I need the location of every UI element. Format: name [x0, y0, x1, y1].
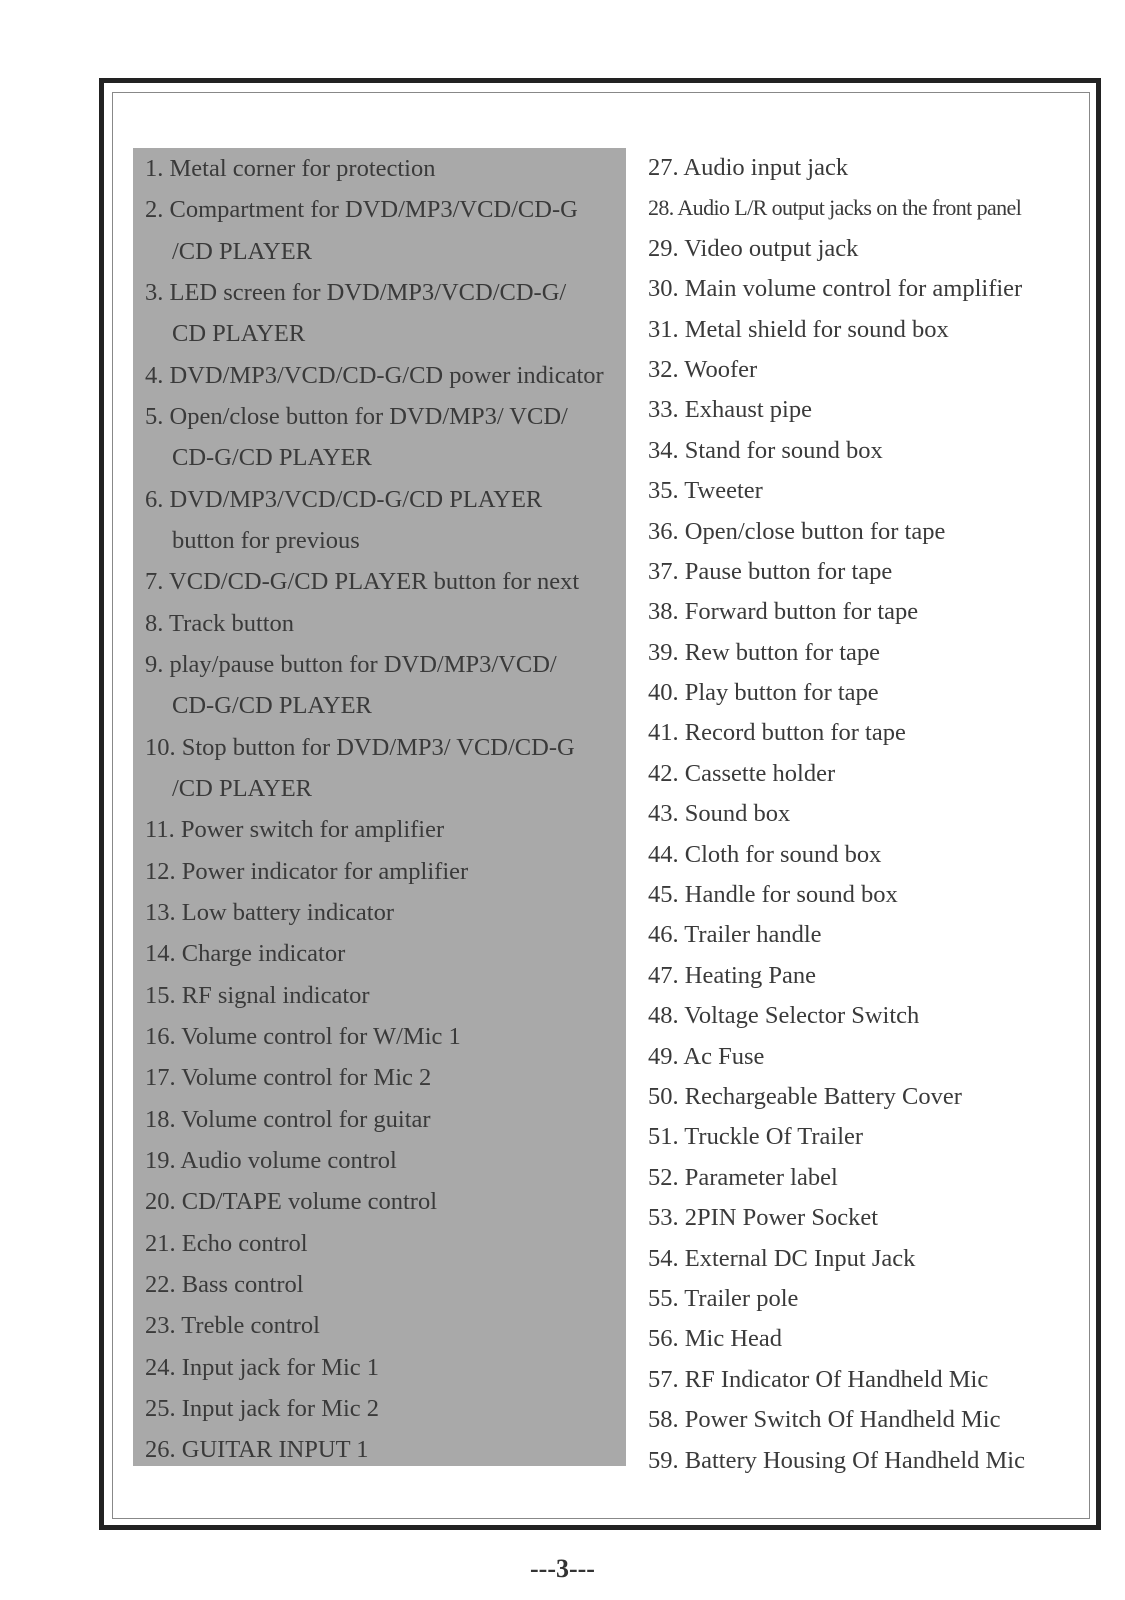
list-item: 41. Record button for tape: [648, 719, 906, 747]
list-item: 31. Metal shield for sound box: [648, 315, 949, 343]
list-item: 10. Stop button for DVD/MP3/ VCD/CD-G: [145, 733, 575, 761]
list-item: 48. Voltage Selector Switch: [648, 1002, 920, 1030]
list-item-continuation: /CD PLAYER: [172, 237, 313, 265]
list-item: 45. Handle for sound box: [648, 881, 898, 909]
list-item-continuation: /CD PLAYER: [172, 774, 313, 802]
list-item: 39. Rew button for tape: [648, 638, 881, 666]
list-item: 57. RF Indicator Of Handheld Mic: [648, 1365, 989, 1393]
list-item: 18. Volume control for guitar: [145, 1105, 431, 1133]
list-item: 21. Echo control: [145, 1229, 308, 1257]
list-item-continuation: CD PLAYER: [172, 320, 306, 348]
list-item: 24. Input jack for Mic 1: [145, 1353, 380, 1381]
list-item: 37. Pause button for tape: [648, 557, 893, 585]
list-item: 22. Bass control: [145, 1270, 304, 1298]
list-item: 14. Charge indicator: [145, 940, 346, 968]
list-item-continuation: CD-G/CD PLAYER: [172, 444, 372, 472]
page-number: ---3---: [530, 1554, 595, 1583]
list-item: 56. Mic Head: [648, 1325, 783, 1353]
list-item: 19. Audio volume control: [145, 1146, 397, 1174]
list-item: 3. LED screen for DVD/MP3/VCD/CD-G/: [145, 278, 567, 306]
list-item: 26. GUITAR INPUT 1: [145, 1436, 369, 1464]
list-item: 34. Stand for sound box: [648, 436, 883, 464]
list-item-continuation: CD-G/CD PLAYER: [172, 692, 372, 720]
list-item-continuation: button for previous: [172, 526, 360, 554]
list-item: 43. Sound box: [648, 800, 791, 828]
list-item: 20. CD/TAPE volume control: [145, 1188, 438, 1216]
list-item: 33. Exhaust pipe: [648, 396, 812, 424]
list-item: 15. RF signal indicator: [145, 981, 370, 1009]
list-item: 28. Audio L/R output jacks on the front panel: [648, 195, 1022, 221]
list-item: 13. Low battery indicator: [145, 898, 395, 926]
list-item: 47. Heating Pane: [648, 961, 817, 989]
list-item: 2. Compartment for DVD/MP3/VCD/CD-G: [145, 196, 578, 224]
list-item: 55. Trailer pole: [648, 1284, 799, 1312]
list-item: 11. Power switch for amplifier: [145, 816, 445, 844]
list-item: 38. Forward button for tape: [648, 598, 919, 626]
list-item: 50. Rechargeable Battery Cover: [648, 1082, 962, 1110]
list-item: 49. Ac Fuse: [648, 1042, 765, 1070]
list-item: 40. Play button for tape: [648, 679, 879, 707]
list-item: 53. 2PIN Power Socket: [648, 1204, 879, 1232]
list-item: 5. Open/close button for DVD/MP3/ VCD/: [145, 402, 568, 430]
list-item: 44. Cloth for sound box: [648, 840, 882, 868]
list-item: 7. VCD/CD-G/CD PLAYER button for next: [145, 568, 580, 596]
list-item: 59. Battery Housing Of Handheld Mic: [648, 1446, 1025, 1474]
list-item: 46. Trailer handle: [648, 921, 822, 949]
parts-list-left-column: [145, 148, 626, 1471]
list-item: 36. Open/close button for tape: [648, 517, 946, 545]
list-item: 8. Track button: [145, 609, 295, 637]
list-item: 35. Tweeter: [648, 477, 763, 505]
list-item: 42. Cassette holder: [648, 759, 836, 787]
list-item: 4. DVD/MP3/VCD/CD-G/CD power indicator: [145, 361, 604, 389]
list-item: 27. Audio input jack: [648, 154, 849, 181]
list-item: 9. play/pause button for DVD/MP3/VCD/: [145, 650, 557, 678]
list-item: 29. Video output jack: [648, 234, 859, 262]
parts-list-right-column: [648, 148, 1088, 1481]
list-item: 58. Power Switch Of Handheld Mic: [648, 1406, 1001, 1434]
list-item: 32. Woofer: [648, 355, 758, 383]
list-item: 12. Power indicator for amplifier: [145, 857, 469, 885]
list-item: 1. Metal corner for protection: [145, 155, 436, 182]
list-item: 30. Main volume control for amplifier: [648, 275, 1023, 303]
list-item: 25. Input jack for Mic 2: [145, 1394, 380, 1422]
list-item: 23. Treble control: [145, 1312, 320, 1340]
list-item: 54. External DC Input Jack: [648, 1244, 916, 1272]
list-item: 52. Parameter label: [648, 1163, 838, 1191]
list-item: 17. Volume control for Mic 2: [145, 1064, 432, 1092]
list-item: 51. Truckle Of Trailer: [648, 1123, 864, 1151]
list-item: 6. DVD/MP3/VCD/CD-G/CD PLAYER: [145, 485, 543, 513]
list-item: 16. Volume control for W/Mic 1: [145, 1022, 461, 1050]
